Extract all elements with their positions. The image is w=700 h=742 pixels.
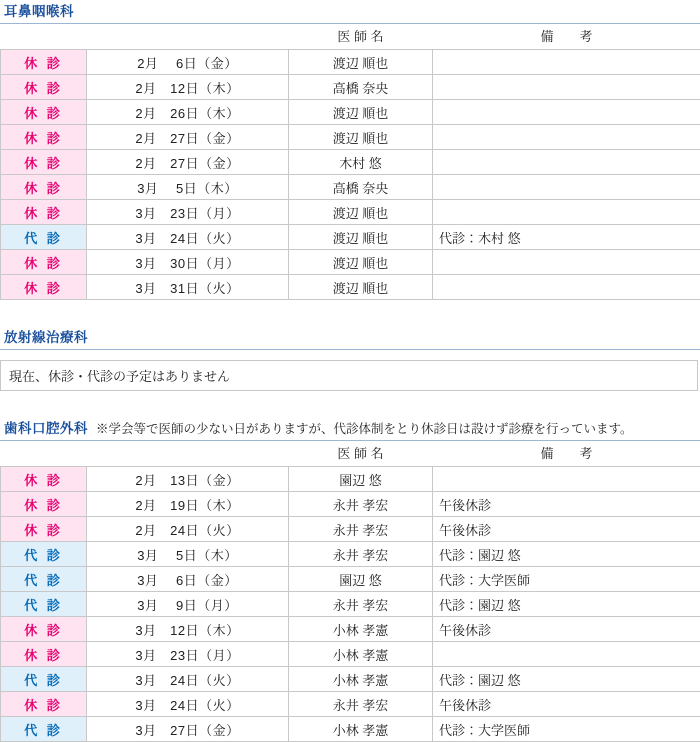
table-row xyxy=(1,150,700,175)
section-title: 歯科口腔外科 xyxy=(4,417,88,437)
row-date: 3月 23日（月） xyxy=(87,200,289,225)
status-badge: 代 診 xyxy=(1,567,87,592)
row-doctor: 園辺 悠 xyxy=(289,567,433,592)
empty-message: 現在、休診・代診の予定はありません xyxy=(0,360,698,391)
row-doctor: 小林 孝憲 xyxy=(289,717,433,742)
row-date: 3月 12日（木） xyxy=(87,617,289,642)
table-row xyxy=(1,250,700,275)
row-note: 代診：木村 悠 xyxy=(433,225,700,250)
row-doctor: 永井 孝宏 xyxy=(289,517,433,542)
row-date: 2月 19日（木） xyxy=(87,492,289,517)
status-badge: 代 診 xyxy=(1,592,87,617)
status-badge: 代 診 xyxy=(1,225,87,250)
row-doctor: 高橋 奈央 xyxy=(289,75,433,100)
section-header-dental xyxy=(0,417,700,441)
table-row xyxy=(1,125,700,150)
row-date: 3月 5日（木） xyxy=(87,175,289,200)
section-spacer xyxy=(0,300,700,326)
row-note: 午後休診 xyxy=(433,517,700,542)
column-header-date xyxy=(87,441,289,467)
row-note: 代診：大学医師 xyxy=(433,567,700,592)
table-row xyxy=(1,642,700,667)
status-badge: 休 診 xyxy=(1,150,87,175)
status-badge: 休 診 xyxy=(1,200,87,225)
row-note xyxy=(433,150,700,175)
status-badge: 休 診 xyxy=(1,100,87,125)
row-date: 2月 27日（金） xyxy=(87,125,289,150)
table-row xyxy=(1,567,700,592)
row-doctor: 渡辺 順也 xyxy=(289,250,433,275)
row-doctor: 高橋 奈央 xyxy=(289,175,433,200)
table-row xyxy=(1,617,700,642)
row-date: 3月 9日（月） xyxy=(87,592,289,617)
table-row xyxy=(1,200,700,225)
row-note: 代診：園辺 悠 xyxy=(433,667,700,692)
table-row xyxy=(1,100,700,125)
table-header-row xyxy=(1,24,700,50)
table-row xyxy=(1,717,700,742)
row-date: 3月 5日（木） xyxy=(87,542,289,567)
table-row xyxy=(1,275,700,300)
status-badge: 代 診 xyxy=(1,667,87,692)
table-row xyxy=(1,592,700,617)
row-date: 2月 27日（金） xyxy=(87,150,289,175)
row-doctor: 渡辺 順也 xyxy=(289,50,433,75)
section-header-ent xyxy=(0,0,700,24)
row-date: 2月 12日（木） xyxy=(87,75,289,100)
row-note xyxy=(433,100,700,125)
row-date: 3月 24日（火） xyxy=(87,667,289,692)
column-header-type xyxy=(1,24,87,50)
row-doctor: 園辺 悠 xyxy=(289,467,433,492)
row-date: 3月 24日（火） xyxy=(87,692,289,717)
row-doctor: 木村 悠 xyxy=(289,150,433,175)
table-row xyxy=(1,692,700,717)
row-doctor: 渡辺 順也 xyxy=(289,200,433,225)
section-title: 耳鼻咽喉科 xyxy=(4,0,74,20)
status-badge: 休 診 xyxy=(1,642,87,667)
table-header-row xyxy=(1,441,700,467)
section-gap xyxy=(0,350,700,360)
table-row xyxy=(1,175,700,200)
row-note xyxy=(433,175,700,200)
row-doctor: 永井 孝宏 xyxy=(289,492,433,517)
row-note: 代診：園辺 悠 xyxy=(433,542,700,567)
status-badge: 休 診 xyxy=(1,617,87,642)
row-date: 3月 31日（火） xyxy=(87,275,289,300)
schedule-table-dental xyxy=(0,441,700,742)
status-badge: 代 診 xyxy=(1,542,87,567)
row-doctor: 渡辺 順也 xyxy=(289,125,433,150)
row-date: 2月 13日（金） xyxy=(87,467,289,492)
section-header-radiation xyxy=(0,326,700,350)
table-row xyxy=(1,225,700,250)
status-badge: 休 診 xyxy=(1,125,87,150)
row-note xyxy=(433,200,700,225)
row-doctor: 小林 孝憲 xyxy=(289,667,433,692)
row-date: 3月 6日（金） xyxy=(87,567,289,592)
table-row xyxy=(1,492,700,517)
row-date: 2月 6日（金） xyxy=(87,50,289,75)
section-note: ※学会等で医師の少ない日がありますが、代診体制をとり休診日は設けず診療を行っています。 xyxy=(96,419,633,437)
row-note: 午後休診 xyxy=(433,617,700,642)
row-doctor: 小林 孝憲 xyxy=(289,642,433,667)
row-note xyxy=(433,250,700,275)
table-row xyxy=(1,667,700,692)
column-header-note: 備 考 xyxy=(433,441,700,467)
column-header-type xyxy=(1,441,87,467)
row-date: 3月 23日（月） xyxy=(87,642,289,667)
table-row xyxy=(1,467,700,492)
status-badge: 休 診 xyxy=(1,467,87,492)
column-header-doctor: 医 師 名 xyxy=(289,441,433,467)
status-badge: 休 診 xyxy=(1,492,87,517)
row-date: 2月 26日（木） xyxy=(87,100,289,125)
row-note xyxy=(433,75,700,100)
row-note xyxy=(433,125,700,150)
row-doctor: 永井 孝宏 xyxy=(289,592,433,617)
row-doctor: 渡辺 順也 xyxy=(289,100,433,125)
row-date: 3月 27日（金） xyxy=(87,717,289,742)
status-badge: 休 診 xyxy=(1,692,87,717)
column-header-doctor: 医 師 名 xyxy=(289,24,433,50)
section-spacer xyxy=(0,391,700,417)
row-doctor: 小林 孝憲 xyxy=(289,617,433,642)
row-note xyxy=(433,50,700,75)
row-note xyxy=(433,467,700,492)
status-badge: 休 診 xyxy=(1,75,87,100)
status-badge: 休 診 xyxy=(1,50,87,75)
row-note: 午後休診 xyxy=(433,692,700,717)
table-row xyxy=(1,75,700,100)
section-title: 放射線治療科 xyxy=(4,326,88,346)
table-row xyxy=(1,50,700,75)
row-doctor: 永井 孝宏 xyxy=(289,542,433,567)
status-badge: 休 診 xyxy=(1,175,87,200)
row-date: 3月 30日（月） xyxy=(87,250,289,275)
status-badge: 休 診 xyxy=(1,250,87,275)
column-header-date xyxy=(87,24,289,50)
table-row xyxy=(1,517,700,542)
row-note: 午後休診 xyxy=(433,492,700,517)
row-doctor: 渡辺 順也 xyxy=(289,275,433,300)
row-note: 代診：大学医師 xyxy=(433,717,700,742)
column-header-note: 備 考 xyxy=(433,24,700,50)
status-badge: 休 診 xyxy=(1,275,87,300)
row-doctor: 永井 孝宏 xyxy=(289,692,433,717)
row-doctor: 渡辺 順也 xyxy=(289,225,433,250)
status-badge: 代 診 xyxy=(1,717,87,742)
row-note: 代診：園辺 悠 xyxy=(433,592,700,617)
row-note xyxy=(433,275,700,300)
row-note xyxy=(433,642,700,667)
row-date: 2月 24日（火） xyxy=(87,517,289,542)
row-date: 3月 24日（火） xyxy=(87,225,289,250)
table-row xyxy=(1,542,700,567)
schedule-table-ent xyxy=(0,24,700,300)
status-badge: 休 診 xyxy=(1,517,87,542)
